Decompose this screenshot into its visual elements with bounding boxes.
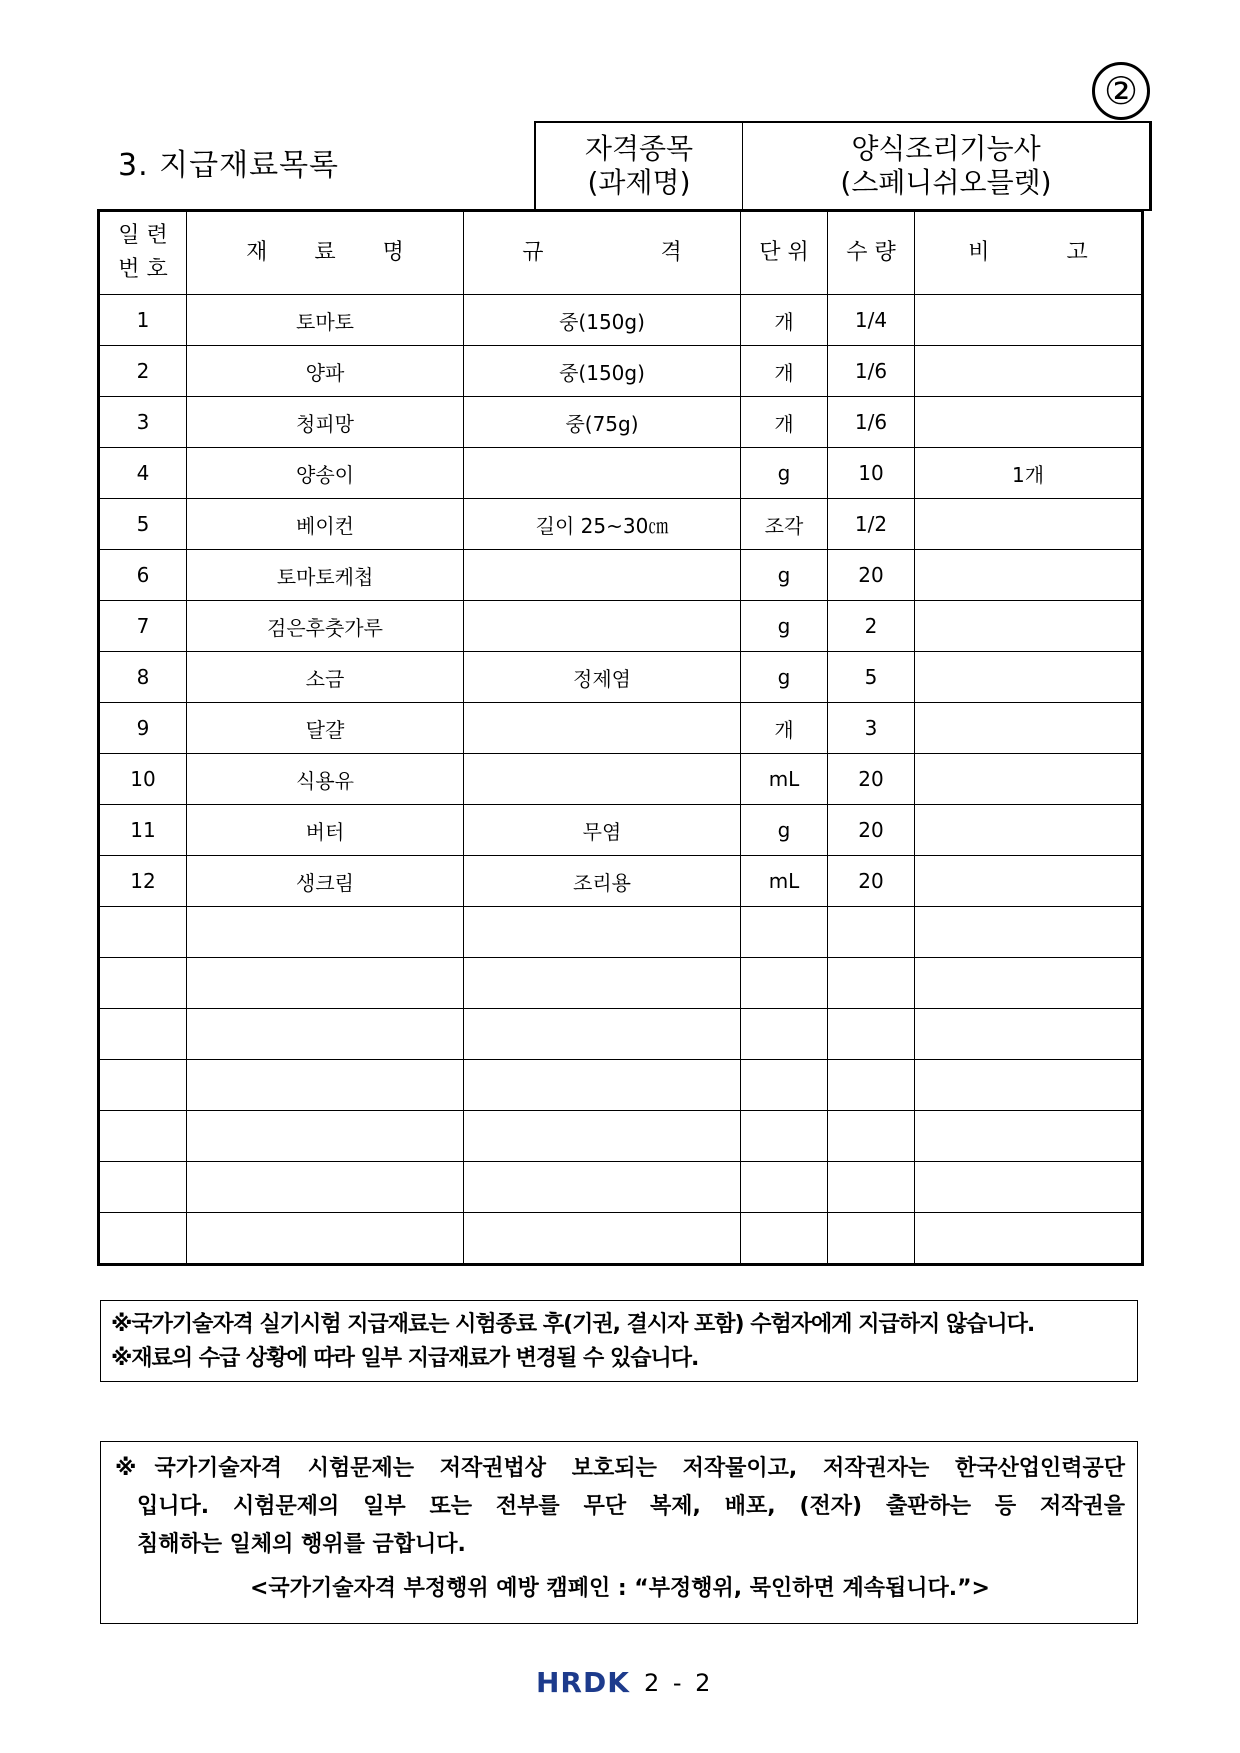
- row-note: [915, 856, 1143, 907]
- row-material-name: [187, 1060, 464, 1111]
- row-unit: 조각: [741, 499, 828, 550]
- row-unit: [741, 1009, 828, 1060]
- table-row: [99, 448, 1143, 499]
- qualification-value: [743, 122, 1151, 210]
- row-note: [915, 703, 1143, 754]
- header-unit: 단 위: [741, 211, 828, 295]
- row-qty: 1/6: [828, 346, 915, 397]
- row-note: [915, 499, 1143, 550]
- row-serial-no: [99, 1162, 187, 1213]
- notice-line2: ※재료의 수급 상황에 따라 일부 지급재료가 변경될 수 있습니다.: [111, 1346, 699, 1371]
- row-note: [915, 397, 1143, 448]
- header-serial-no-line1: 일 련: [118, 223, 168, 248]
- row-material-name: 식용유: [187, 754, 464, 805]
- table-row: [99, 652, 1143, 703]
- row-serial-no: 6: [99, 550, 187, 601]
- row-serial-no: 4: [99, 448, 187, 499]
- table-row: [99, 856, 1143, 907]
- row-spec: [464, 601, 741, 652]
- row-note: [915, 346, 1143, 397]
- row-note: [915, 754, 1143, 805]
- table-row: [99, 1162, 1143, 1213]
- row-unit: mL: [741, 754, 828, 805]
- row-material-name: 양파: [187, 346, 464, 397]
- footer: [536, 1666, 710, 1699]
- row-qty: 20: [828, 754, 915, 805]
- table-row: [99, 601, 1143, 652]
- footer-page-number: 2 - 2: [643, 1668, 711, 1697]
- row-material-name: 양송이: [187, 448, 464, 499]
- hrdk-logo: HRDK: [536, 1666, 630, 1699]
- row-note: [915, 295, 1143, 346]
- row-qty: 1/4: [828, 295, 915, 346]
- row-spec: [464, 1162, 741, 1213]
- row-material-name: 버터: [187, 805, 464, 856]
- table-row: [99, 958, 1143, 1009]
- row-unit: [741, 958, 828, 1009]
- table-row: [99, 805, 1143, 856]
- row-spec: [464, 1213, 741, 1265]
- row-unit: 개: [741, 397, 828, 448]
- row-spec: 중(75g): [464, 397, 741, 448]
- row-qty: [828, 1213, 915, 1265]
- row-unit: g: [741, 805, 828, 856]
- row-unit: [741, 1060, 828, 1111]
- row-spec: [464, 550, 741, 601]
- row-serial-no: 11: [99, 805, 187, 856]
- row-serial-no: [99, 1009, 187, 1060]
- row-qty: [828, 1111, 915, 1162]
- row-note: [915, 907, 1143, 958]
- qualification-header: [534, 121, 1152, 211]
- qualification-label-line1: 자격종목: [584, 132, 694, 165]
- row-serial-no: 2: [99, 346, 187, 397]
- row-qty: 1/6: [828, 397, 915, 448]
- row-note: [915, 1213, 1143, 1265]
- row-material-name: 토마토: [187, 295, 464, 346]
- materials-table: [97, 209, 1144, 1266]
- row-qty: 10: [828, 448, 915, 499]
- row-spec: [464, 1009, 741, 1060]
- campaign-text: <국가기술자격 부정행위 예방 캠페인 : “부정행위, 묵인하면 계속됩니다.”>: [250, 1576, 990, 1601]
- row-spec: [464, 958, 741, 1009]
- row-serial-no: 3: [99, 397, 187, 448]
- row-unit: [741, 1111, 828, 1162]
- row-spec: 중(150g): [464, 295, 741, 346]
- row-material-name: [187, 1162, 464, 1213]
- row-qty: 20: [828, 550, 915, 601]
- row-serial-no: [99, 1111, 187, 1162]
- row-note: 1개: [915, 448, 1143, 499]
- row-material-name: 청피망: [187, 397, 464, 448]
- row-qty: [828, 1162, 915, 1213]
- table-row: [99, 907, 1143, 958]
- row-qty: 20: [828, 805, 915, 856]
- header-qty: 수 량: [828, 211, 915, 295]
- row-unit: g: [741, 448, 828, 499]
- row-spec: [464, 907, 741, 958]
- table-row: [99, 397, 1143, 448]
- row-unit: g: [741, 550, 828, 601]
- notice-line1: ※국가기술자격 실기시험 지급재료는 시험종료 후(기권, 결시자 포함) 수험자에게 지급하지 않습니다.: [111, 1312, 1035, 1337]
- table-row: [99, 703, 1143, 754]
- table-row: [99, 1009, 1143, 1060]
- row-spec: [464, 703, 741, 754]
- row-unit: 개: [741, 346, 828, 397]
- row-note: [915, 550, 1143, 601]
- row-serial-no: [99, 1060, 187, 1111]
- row-serial-no: 12: [99, 856, 187, 907]
- row-spec: [464, 754, 741, 805]
- notice-box: [100, 1300, 1138, 1382]
- row-unit: [741, 1162, 828, 1213]
- copyright-box: [100, 1441, 1138, 1624]
- row-qty: 5: [828, 652, 915, 703]
- section-title: 3. 지급재료목록: [118, 148, 340, 183]
- row-unit: [741, 1213, 828, 1265]
- row-qty: [828, 907, 915, 958]
- row-note: [915, 652, 1143, 703]
- row-note: [915, 1162, 1143, 1213]
- header-material-name: 재 료 명: [187, 211, 464, 295]
- row-material-name: [187, 958, 464, 1009]
- row-spec: [464, 1111, 741, 1162]
- row-unit: 개: [741, 295, 828, 346]
- row-qty: 1/2: [828, 499, 915, 550]
- row-note: [915, 958, 1143, 1009]
- header-serial-no-line2: 번 호: [118, 257, 168, 282]
- row-material-name: 생크림: [187, 856, 464, 907]
- header-note: 비 고: [915, 211, 1143, 295]
- row-spec: [464, 448, 741, 499]
- row-material-name: 베이컨: [187, 499, 464, 550]
- copyright-line1: ※국가기술자격 시험문제는 저작권법상 보호되는 저작물이고, 저작권자는 한국산업인력공단: [115, 1456, 1125, 1481]
- row-unit: [741, 907, 828, 958]
- row-note: [915, 601, 1143, 652]
- header-serial-no: [99, 211, 187, 295]
- table-row: [99, 1213, 1143, 1265]
- row-qty: [828, 958, 915, 1009]
- table-row: [99, 1111, 1143, 1162]
- row-serial-no: 8: [99, 652, 187, 703]
- materials-body: [99, 295, 1143, 1265]
- row-serial-no: [99, 907, 187, 958]
- row-unit: mL: [741, 856, 828, 907]
- row-qty: [828, 1060, 915, 1111]
- row-spec: 무염: [464, 805, 741, 856]
- row-qty: 2: [828, 601, 915, 652]
- row-qty: [828, 1009, 915, 1060]
- row-note: [915, 1111, 1143, 1162]
- row-serial-no: 5: [99, 499, 187, 550]
- row-spec: 중(150g): [464, 346, 741, 397]
- row-serial-no: 1: [99, 295, 187, 346]
- row-serial-no: 7: [99, 601, 187, 652]
- row-spec: 길이 25~30㎝: [464, 499, 741, 550]
- row-material-name: [187, 1009, 464, 1060]
- qualification-value-line1: 양식조리기능사: [851, 132, 1041, 165]
- table-row: [99, 295, 1143, 346]
- row-serial-no: [99, 958, 187, 1009]
- row-material-name: [187, 907, 464, 958]
- qualification-label: [535, 122, 743, 210]
- row-material-name: 소금: [187, 652, 464, 703]
- row-note: [915, 805, 1143, 856]
- row-serial-no: 10: [99, 754, 187, 805]
- row-material-name: [187, 1111, 464, 1162]
- row-note: [915, 1060, 1143, 1111]
- qualification-value-line2: (스페니쉬오믈렛): [840, 166, 1052, 199]
- row-unit: 개: [741, 703, 828, 754]
- table-row: [99, 550, 1143, 601]
- qualification-label-line2: (과제명): [587, 166, 691, 199]
- row-material-name: 검은후춧가루: [187, 601, 464, 652]
- row-serial-no: [99, 1213, 187, 1265]
- row-material-name: [187, 1213, 464, 1265]
- copyright-line3: 침해하는 일체의 행위를 금합니다.: [137, 1532, 466, 1557]
- row-unit: g: [741, 652, 828, 703]
- table-row: [99, 1060, 1143, 1111]
- row-serial-no: 9: [99, 703, 187, 754]
- row-note: [915, 1009, 1143, 1060]
- row-qty: 20: [828, 856, 915, 907]
- row-material-name: 토마토케첩: [187, 550, 464, 601]
- table-row: [99, 754, 1143, 805]
- row-material-name: 달걀: [187, 703, 464, 754]
- table-row: [99, 499, 1143, 550]
- copyright-line2: 입니다. 시험문제의 일부 또는 전부를 무단 복제, 배포, (전자) 출판하는 등 저작권을: [137, 1494, 1125, 1519]
- table-header-row: [99, 211, 1143, 295]
- table-row: [99, 346, 1143, 397]
- header-spec: 규 격: [464, 211, 741, 295]
- row-spec: 조리용: [464, 856, 741, 907]
- page-marker: ②: [1092, 62, 1150, 120]
- row-spec: [464, 1060, 741, 1111]
- row-qty: 3: [828, 703, 915, 754]
- row-unit: g: [741, 601, 828, 652]
- row-spec: 정제염: [464, 652, 741, 703]
